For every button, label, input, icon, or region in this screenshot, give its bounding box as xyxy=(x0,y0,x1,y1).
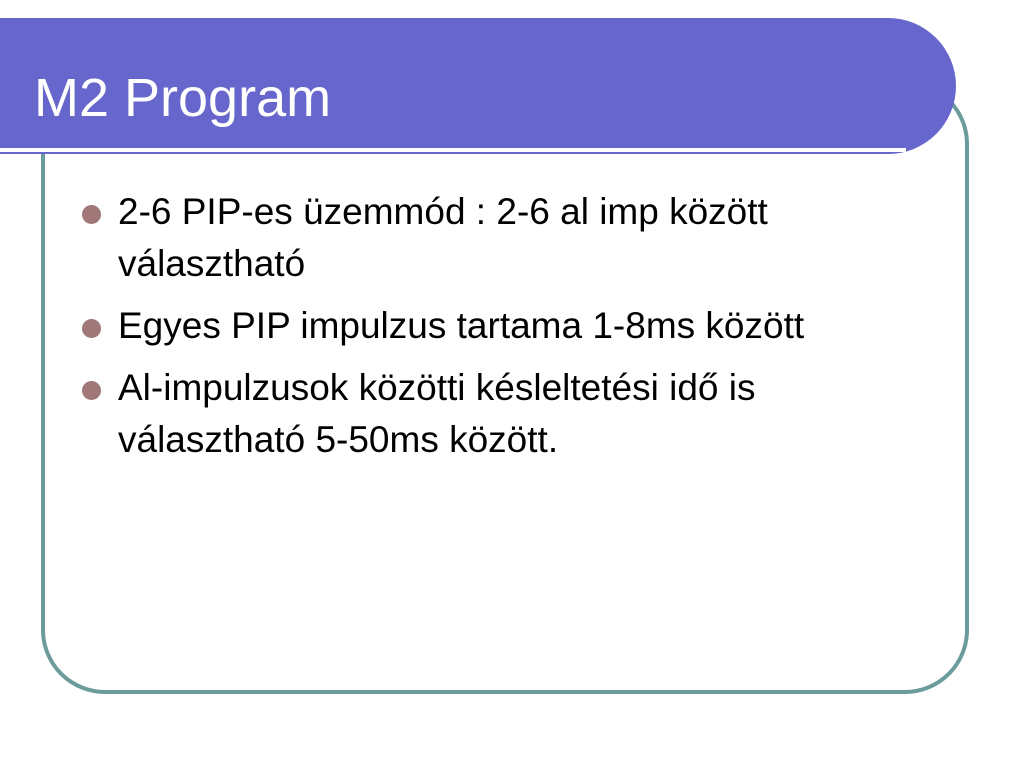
bullet-text: Al-impulzusok közötti késleltetési idő is választható 5-50ms között. xyxy=(118,367,756,460)
bullet-list xyxy=(80,186,940,476)
bullet-dot-icon xyxy=(82,205,101,224)
bullet-item xyxy=(80,362,940,466)
title-bar xyxy=(0,18,956,154)
bullet-item xyxy=(80,186,940,290)
bullet-text: 2-6 PIP-es üzemmód : 2-6 al imp között választható xyxy=(118,191,768,284)
title-underline xyxy=(0,148,906,152)
slide-title: M2 Program xyxy=(34,68,332,128)
bullet-dot-icon xyxy=(82,319,101,338)
bullet-dot-icon xyxy=(82,381,101,400)
bullet-item xyxy=(80,300,940,352)
bullet-text: Egyes PIP impulzus tartama 1-8ms között xyxy=(118,305,805,346)
